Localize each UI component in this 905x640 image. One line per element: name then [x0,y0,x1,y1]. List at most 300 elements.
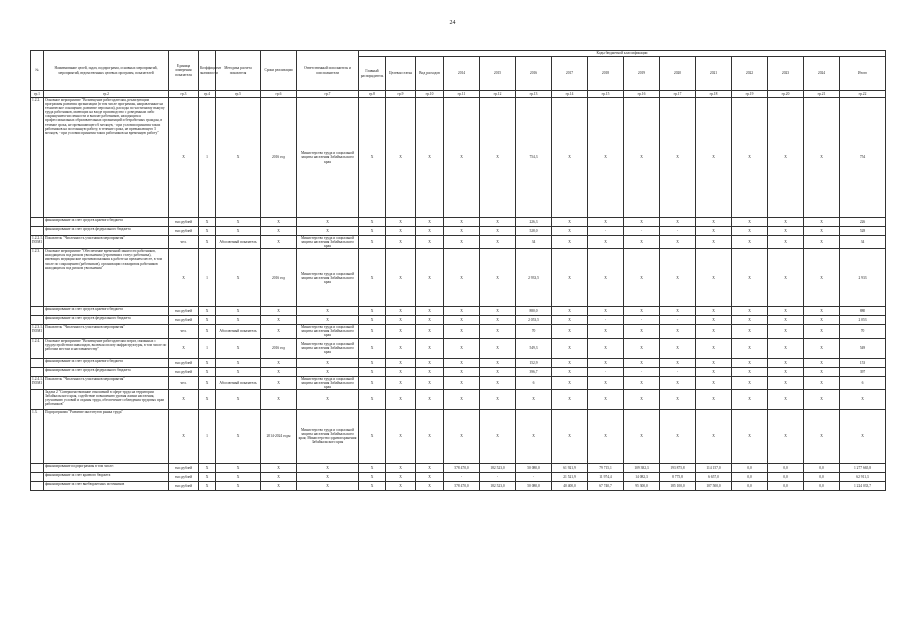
col-grbs: Главный распорядитель [359,57,386,91]
cell-vr: X [416,338,444,358]
cell-coef: X [199,367,216,376]
cell-year-value: X [552,249,588,307]
cell-year-value: 34 [516,236,552,249]
cell-year-value: X [444,389,480,409]
cell-year-value: X [732,367,768,376]
cell-grbs: X [359,472,386,481]
cell-grbs: X [359,249,386,307]
cell-year-value: X [624,409,660,463]
column-number: гр.21 [804,91,840,98]
cell-year-value: X [696,325,732,338]
cell-num: 1.2.2. [31,98,44,218]
cell-exec: X [297,227,359,236]
column-number: гр.9 [386,91,416,98]
cell-method: X [216,389,261,409]
cell-term: 2014-2024 годы [261,409,297,463]
cell-vr: X [416,463,444,472]
column-number: гр.22 [840,91,886,98]
cell-coef: X [199,236,216,249]
cell-vr: X [416,218,444,227]
cell-year-value: X [660,218,696,227]
cell-year-value: - [588,227,624,236]
cell-year-value: X [588,376,624,389]
cell-year-value: X [804,389,840,409]
cell-name: финансирование за счет средств краевого бюджета [44,218,169,227]
cell-year-value: X [804,409,840,463]
column-numbers-row [31,91,886,98]
cell-year-value: X [552,376,588,389]
cell-year-value: X [480,307,516,316]
column-number: гр.7 [297,91,359,98]
cell-exec: X [297,307,359,316]
cell-unit: чел. [169,236,199,249]
cell-total: 397 [840,367,886,376]
cell-year-value: X [804,227,840,236]
cell-name: Подпрограмма "Развитие институтов рынка труда" [44,409,169,463]
cell-year-value: X [804,325,840,338]
column-number: гр.1 [31,91,44,98]
cell-exec: Министерство труда и социальной защиты населения Забайкальского края [297,338,359,358]
cell-year-value: X [552,338,588,358]
table-row [31,409,886,463]
col-year: 2015 [480,57,516,91]
cell-method: Абсолютный показатель [216,325,261,338]
column-number: гр.8 [359,91,386,98]
cell-num [31,463,44,472]
cell-year-value: X [624,218,660,227]
cell-year-value: - [624,227,660,236]
cell-num: 1.2.3. [31,249,44,307]
cell-year-value: - [588,316,624,325]
cell-year-value: X [732,389,768,409]
table-row [31,316,886,325]
cell-year-value: X [660,249,696,307]
column-number: гр.19 [732,91,768,98]
cell-vr: X [416,358,444,367]
cell-year-value: X [696,249,732,307]
cell-grbs: X [359,338,386,358]
cell-art: X [386,358,416,367]
cell-num [31,472,44,481]
column-number: гр.14 [552,91,588,98]
cell-name: Основное мероприятие "Обеспечение временной занятости работников, находящихся под риском увольнения (утративших статус работника), имеющих медицинские противопоказания к работе на прежнем месте, в том числе по сокращению (работников), организации стажировок работников находящихся под риском увольнения" [44,249,169,307]
cell-year-value: X [480,409,516,463]
cell-term: X [261,481,297,490]
cell-art: X [386,227,416,236]
cell-year-value: X [444,316,480,325]
cell-year-value: X [696,389,732,409]
cell-year-value: 40 400,0 [552,481,588,490]
cell-exec: X [297,316,359,325]
cell-year-value: 6 657,0 [696,472,732,481]
cell-year-value: 578 470,0 [444,481,480,490]
cell-year-value: X [444,325,480,338]
cell-method: X [216,463,261,472]
cell-year-value: X [624,307,660,316]
cell-total: 1 277 665,8 [840,463,886,472]
cell-year-value: 114 157,0 [696,463,732,472]
cell-coef: X [199,472,216,481]
cell-unit: тыс.рублей [169,307,199,316]
cell-exec: Министерство труда и социальной защиты населения Забайкальского края [297,325,359,338]
col-codes: Коды бюджетной классификации [359,51,886,57]
cell-year-value: X [768,325,804,338]
cell-year-value: X [696,227,732,236]
cell-art: X [386,463,416,472]
cell-year-value: X [660,389,696,409]
cell-exec: X [297,358,359,367]
cell-term: X [261,316,297,325]
cell-exec: X [297,389,359,409]
cell-year-value: 0,0 [732,481,768,490]
cell-coef: X [199,463,216,472]
column-number: гр.4 [199,91,216,98]
cell-year-value: - [660,227,696,236]
cell-vr: X [416,316,444,325]
cell-coef: 1 [199,249,216,307]
cell-total: X [840,409,886,463]
cell-year-value: X [696,98,732,218]
cell-exec: X [297,463,359,472]
cell-art: X [386,316,416,325]
cell-year-value: X [768,218,804,227]
cell-total: 62 911,3 [840,472,886,481]
cell-art: X [386,472,416,481]
cell-year-value: X [588,218,624,227]
cell-grbs: X [359,367,386,376]
cell-year-value: X [696,409,732,463]
cell-year-value: 0,0 [804,472,840,481]
cell-term: 2016 год [261,249,297,307]
cell-year-value: X [480,325,516,338]
cell-year-value: 0,0 [804,481,840,490]
table-body [31,98,886,491]
cell-vr: X [416,481,444,490]
cell-num [31,367,44,376]
cell-total: 34 [840,236,886,249]
cell-vr: X [416,236,444,249]
cell-year-value: X [696,307,732,316]
cell-year-value: X [732,227,768,236]
cell-year-value: X [444,409,480,463]
cell-year-value: X [768,389,804,409]
cell-grbs: X [359,227,386,236]
cell-term: 2016 год [261,338,297,358]
col-num: № [31,51,44,91]
cell-year-value: X [552,367,588,376]
cell-method: X [216,409,261,463]
cell-year-value: X [732,218,768,227]
cell-method: X [216,481,261,490]
col-year: 2017 [552,57,588,91]
cell-total: 153 [840,358,886,367]
col-vr: Вид расходов [416,57,444,91]
cell-year-value: 396,7 [516,367,552,376]
table-row [31,236,886,249]
cell-method: X [216,227,261,236]
cell-year-value: X [732,409,768,463]
cell-year-value: X [732,376,768,389]
cell-art: X [386,307,416,316]
cell-grbs: X [359,376,386,389]
cell-year-value: X [804,367,840,376]
cell-year-value: X [768,236,804,249]
cell-year-value: X [444,307,480,316]
table-row [31,358,886,367]
cell-unit: X [169,338,199,358]
col-method: Методика расчета показателя [216,51,261,91]
cell-year-value: X [552,325,588,338]
cell-year-value: X [552,409,588,463]
cell-unit: тыс.рублей [169,481,199,490]
cell-year-value: X [696,376,732,389]
cell-year-value: 14 082,3 [624,472,660,481]
cell-year-value: X [804,338,840,358]
cell-coef: X [199,325,216,338]
cell-year-value: 95 300,0 [624,481,660,490]
cell-total: 549 [840,338,886,358]
cell-year-value: 21 521,9 [552,472,588,481]
cell-year-value: X [732,316,768,325]
cell-year-value: 67 740,7 [588,481,624,490]
cell-vr: X [416,227,444,236]
cell-year-value: X [624,325,660,338]
cell-unit: X [169,389,199,409]
column-number: гр.15 [588,91,624,98]
cell-year-value: 0,0 [732,463,768,472]
cell-year-value: X [588,236,624,249]
col-year: 2021 [696,57,732,91]
cell-num: 1.2.4. [31,338,44,358]
cell-year-value: X [480,389,516,409]
cell-total: 2 933 [840,249,886,307]
cell-year-value: X [552,227,588,236]
cell-exec: Министерство труда и социальной защиты населения Забайкальского края [297,98,359,218]
cell-unit: тыс.рублей [169,472,199,481]
cell-exec: Министерство труда и социальной защиты населения Забайкальского края [297,376,359,389]
cell-year-value: X [768,409,804,463]
cell-total: 70 [840,325,886,338]
cell-method: X [216,338,261,358]
cell-year-value: 0,0 [768,472,804,481]
cell-exec: Министерство труда и социальной защиты населения Забайкальского края [297,236,359,249]
cell-year-value: X [588,358,624,367]
cell-year-value: 152,9 [516,358,552,367]
cell-year-value: X [804,358,840,367]
cell-year-value: X [480,98,516,218]
cell-vr: X [416,376,444,389]
col-article: Целевая статья [386,57,416,91]
cell-name: Показатель "Численность участников мероприятия" [44,325,169,338]
cell-unit: X [169,249,199,307]
col-year: 2014 [444,57,480,91]
cell-term: X [261,358,297,367]
cell-year-value: 182 523,0 [480,481,516,490]
cell-year-value: X [732,325,768,338]
col-coef: Коэффициент значимости [199,51,216,91]
cell-name: финансирование за счет краевого бюджета [44,472,169,481]
cell-year-value: X [696,367,732,376]
cell-year-value: X [804,249,840,307]
cell-coef: X [199,358,216,367]
col-executor: Ответственный исполнитель и соисполнители [297,51,359,91]
cell-year-value: X [660,325,696,338]
table-row [31,338,886,358]
cell-year-value: - [660,316,696,325]
col-year: 2019 [624,57,660,91]
cell-method: X [216,98,261,218]
column-number: гр.16 [624,91,660,98]
cell-name: финансирование за счет средств федерального бюджета [44,227,169,236]
cell-art: X [386,481,416,490]
cell-num: 1.2.2.1. ПОМ1 [31,236,44,249]
cell-method: X [216,472,261,481]
cell-year-value: X [768,307,804,316]
cell-name: Задача 2 "Совершенствование отношений в сфере труда на территории Забайкальского края, содействие повышению уровня жизни населения, улучшению условий и охраны труда, обеспечение соблюдения трудовых прав работников" [44,389,169,409]
col-year: 2018 [588,57,624,91]
cell-year-value: X [768,367,804,376]
column-number: гр.13 [516,91,552,98]
cell-grbs: X [359,316,386,325]
cell-year-value: X [480,249,516,307]
cell-total: 880 [840,307,886,316]
col-year: 2020 [660,57,696,91]
cell-year-value: X [804,236,840,249]
cell-num [31,227,44,236]
cell-total: 226 [840,218,886,227]
cell-year-value: X [732,98,768,218]
cell-grbs: X [359,98,386,218]
cell-name: Основное мероприятие "Возмещение работодателям затрат, связанных с трудоустройством инвалидов, включая оплату инфраструктуры, в том числе по рабочим местам и наставничеству" [44,338,169,358]
cell-year-value: X [696,358,732,367]
cell-year-value: X [624,249,660,307]
cell-vr: X [416,367,444,376]
cell-year-value: X [660,98,696,218]
table-row [31,481,886,490]
cell-art: X [386,367,416,376]
cell-grbs: X [359,218,386,227]
cell-year-value: - [624,367,660,376]
col-year: 2016 [516,57,552,91]
col-term: Сроки реализации [261,51,297,91]
cell-art: X [386,376,416,389]
cell-grbs: X [359,481,386,490]
table-row [31,367,886,376]
column-number: гр.11 [444,91,480,98]
cell-unit: тыс.рублей [169,367,199,376]
cell-art: X [386,338,416,358]
cell-total: 6 [840,376,886,389]
cell-year-value: X [660,358,696,367]
cell-grbs: X [359,236,386,249]
cell-total: X [840,389,886,409]
column-number: гр.5 [216,91,261,98]
table-header [31,51,886,98]
cell-year-value: X [444,98,480,218]
cell-vr: X [416,98,444,218]
cell-year-value: X [480,227,516,236]
col-unit: Единица измерения показателя [169,51,199,91]
table-row [31,325,886,338]
cell-vr: X [416,472,444,481]
cell-year-value: X [552,218,588,227]
cell-year-value: X [480,236,516,249]
cell-method: X [216,367,261,376]
column-number: гр.3 [169,91,199,98]
cell-year-value: 50 080,0 [516,463,552,472]
cell-year-value: X [444,249,480,307]
cell-year-value: X [552,358,588,367]
cell-exec: X [297,481,359,490]
cell-total: 1 224 033,7 [840,481,886,490]
cell-total: 2 053 [840,316,886,325]
table-row [31,98,886,218]
cell-year-value: X [660,376,696,389]
cell-year-value: X [480,367,516,376]
cell-year-value: 185 100,0 [660,481,696,490]
cell-year-value: 182 523,0 [480,463,516,472]
column-number: гр.18 [696,91,732,98]
cell-year-value: 880,0 [516,307,552,316]
cell-year-value: X [804,98,840,218]
cell-year-value: X [624,376,660,389]
cell-method: X [216,218,261,227]
cell-grbs: X [359,325,386,338]
cell-coef: 1 [199,98,216,218]
cell-coef: X [199,316,216,325]
cell-coef: 1 [199,409,216,463]
cell-year-value: X [480,358,516,367]
cell-method: Абсолютный показатель [216,376,261,389]
cell-unit: тыс.рублей [169,463,199,472]
cell-method: Абсолютный показатель [216,236,261,249]
cell-year-value: X [768,249,804,307]
cell-year-value: 0,0 [768,481,804,490]
cell-term: X [261,367,297,376]
cell-year-value: 0,0 [732,472,768,481]
col-total: Итого [840,57,886,91]
cell-coef: X [199,307,216,316]
cell-year-value: X [732,249,768,307]
cell-year-value: 549,3 [516,338,552,358]
cell-year-value: X [444,338,480,358]
cell-name: финансирование за счет внебюджетных источников [44,481,169,490]
cell-coef: X [199,227,216,236]
cell-unit: тыс.рублей [169,316,199,325]
cell-year-value: X [732,358,768,367]
cell-year-value: 754,3 [516,98,552,218]
cell-year-value: 2 933,5 [516,249,552,307]
cell-term: X [261,236,297,249]
column-number: гр.2 [44,91,169,98]
cell-method: X [216,358,261,367]
cell-name: финансирование за счет средств федерального бюджета [44,367,169,376]
cell-year-value: X [768,227,804,236]
cell-year-value: X [480,316,516,325]
cell-year-value: X [444,367,480,376]
col-year: 2022 [732,57,768,91]
cell-name: Показатель "Численность участников мероприятия" [44,236,169,249]
cell-year-value: X [804,307,840,316]
cell-year-value: X [696,218,732,227]
table-row [31,218,886,227]
cell-term: X [261,307,297,316]
cell-year-value: X [624,338,660,358]
cell-year-value: X [588,307,624,316]
cell-num [31,358,44,367]
table-row [31,376,886,389]
cell-year-value: 0,0 [804,463,840,472]
